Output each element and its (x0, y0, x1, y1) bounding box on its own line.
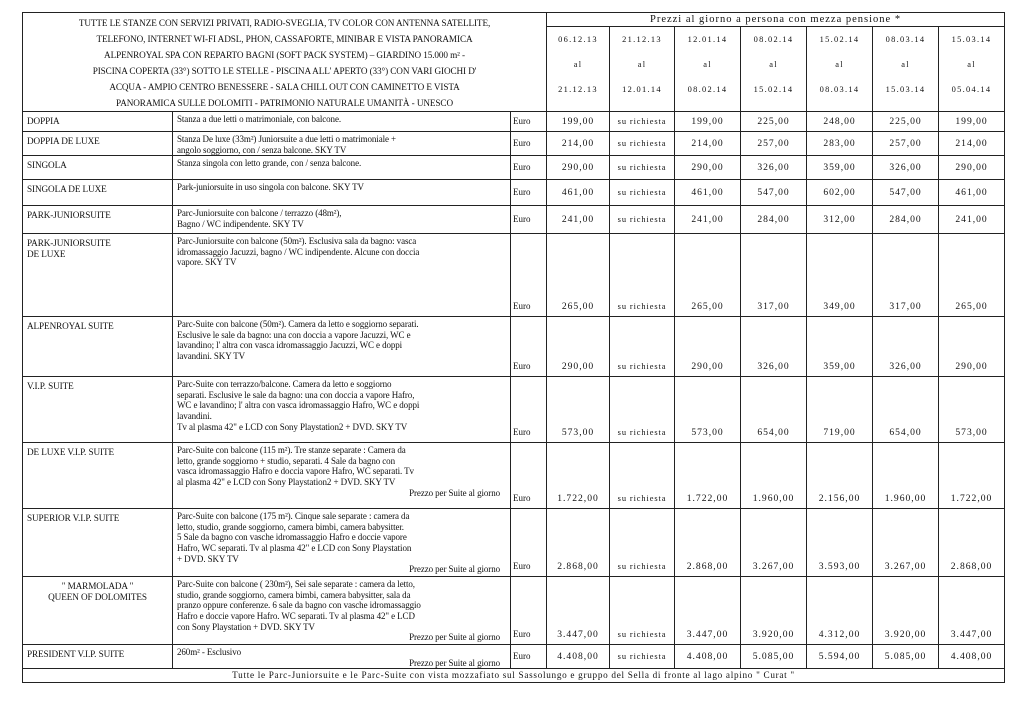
description-line: Esclusive le sale da bagno: una con doccia a vapore Jacuzzi, WC e (177, 329, 411, 340)
period-7 (939, 27, 1005, 112)
description-line: + DVD. SKY TV (177, 553, 239, 564)
price-note: Prezzo per Suite al giorno (409, 632, 500, 643)
description-line: lavandini. SKY TV (177, 350, 246, 361)
price-cell: 241,00 (939, 206, 1005, 234)
room-name (23, 112, 173, 132)
period-from: 15.03.14 (951, 35, 992, 44)
price-cell: 3.920,00 (873, 577, 939, 645)
footer-row (23, 669, 1005, 683)
room-row (23, 317, 1005, 377)
description-line: letto, studio, grande soggiorno, camera bimbi, camera babysitter. (177, 521, 404, 532)
description-line: 5 Sale da bagno con vasche idromassaggio Hafro e doccie vapore (177, 532, 407, 543)
description-line: idromassaggio Jacuzzi, bagno / WC indipendente. Alcune con doccia (177, 246, 420, 257)
description-line: lavandini. (177, 410, 212, 421)
header-line: PISCINA COPERTA (33°) SOTTO LE STELLE - PISCINA ALL' APERTO (33°) CON VARI GIOCHI D' (92, 66, 477, 76)
price-cell: 3.447,00 (675, 577, 741, 645)
room-description (173, 132, 511, 156)
description-line: Park-juniorsuite in uso singola con balcone. SKY TV (177, 182, 364, 193)
price-cell: 5.085,00 (741, 645, 807, 669)
header-line: ACQUA - AMPIO CENTRO BENESSERE - SALA CHILL OUT CON CAMINETTO E VISTA (109, 82, 460, 92)
price-cell: 241,00 (547, 206, 610, 234)
description-line: Hafro, WC separati. Tv al plasma 42" e LCD con Sony Playstation (177, 542, 412, 553)
period-to: 08.02.14 (687, 85, 728, 94)
price-cell: 1.960,00 (741, 443, 807, 509)
period-to: 15.02.14 (753, 85, 794, 94)
price-cell: 290,00 (547, 317, 610, 377)
room-name (23, 206, 173, 234)
price-note: Prezzo per Suite al giorno (409, 657, 500, 668)
price-cell: 326,00 (741, 156, 807, 180)
price-cell: 461,00 (939, 180, 1005, 206)
room-name (23, 317, 173, 377)
room-row (23, 180, 1005, 206)
price-note: Prezzo per Suite al giorno (409, 487, 500, 498)
price-on-request: su richiesta (610, 156, 675, 180)
room-description (173, 509, 511, 577)
room-description (173, 206, 511, 234)
price-cell: 214,00 (675, 132, 741, 156)
price-cell: 3.447,00 (547, 577, 610, 645)
period-to: 12.01.14 (622, 85, 662, 94)
price-cell: 1.722,00 (939, 443, 1005, 509)
period-from: 08.03.14 (885, 35, 926, 44)
room-name-line: SINGOLA DE LUXE (27, 184, 107, 195)
period-from: 21.12.13 (622, 35, 662, 44)
price-cell: 3.267,00 (741, 509, 807, 577)
room-name-line: QUEEN OF DOLOMITES (48, 592, 147, 603)
price-title: Prezzi al giorno a persona con mezza pensione * (547, 13, 1005, 27)
room-name-line: DE LUXE V.I.P. SUITE (27, 447, 114, 458)
price-cell: 283,00 (807, 132, 873, 156)
price-cell: 326,00 (873, 156, 939, 180)
period-sep: al (901, 60, 910, 69)
description-line: studio, grande soggiorno, camera bimbi, camera babysitter, sala da (177, 589, 411, 600)
header-row (23, 13, 1005, 27)
price-cell: 5.085,00 (873, 645, 939, 669)
price-cell: 2.156,00 (807, 443, 873, 509)
room-description (173, 156, 511, 180)
room-row (23, 509, 1005, 577)
period-1 (547, 27, 610, 112)
description-line: Tv al plasma 42" e LCD con Sony Playstation2 + DVD. SKY TV (177, 421, 408, 432)
room-name-line: SUPERIOR V.I.P. SUITE (27, 513, 120, 524)
description-line: Parc-Juniorsuite con balcone (50m²). Esclusiva sala da bagno: vasca (177, 236, 417, 247)
room-row (23, 156, 1005, 180)
description-line: pranzo oppure conferenze. 6 sale da bagno con vasche idromassaggio (177, 600, 421, 611)
price-cell: 317,00 (873, 234, 939, 317)
price-cell: 241,00 (675, 206, 741, 234)
room-row (23, 377, 1005, 443)
period-from: 15.02.14 (819, 35, 860, 44)
period-4 (741, 27, 807, 112)
price-cell: 199,00 (939, 112, 1005, 132)
currency-label: Euro (511, 234, 547, 317)
description-line: Parc-Suite con balcone (115 m²). Tre stanze separate : Camera da (177, 445, 406, 456)
price-cell: 265,00 (939, 234, 1005, 317)
currency-label: Euro (511, 577, 547, 645)
price-cell: 257,00 (741, 132, 807, 156)
room-description (173, 234, 511, 317)
price-cell: 4.408,00 (939, 645, 1005, 669)
price-on-request: su richiesta (610, 317, 675, 377)
room-name-line: DOPPIA (27, 116, 60, 126)
description-line: Parc-Juniorsuite con balcone / terrazzo (48m²), (177, 208, 342, 219)
price-cell: 5.594,00 (807, 645, 873, 669)
price-on-request: su richiesta (610, 377, 675, 443)
room-name-line: V.I.P. SUITE (27, 381, 74, 392)
period-2 (610, 27, 675, 112)
footer-note: Tutte le Parc-Juniorsuite e le Parc-Suite con vista mozzafiato sul Sassolungo e gruppo del Sella di fronte al lago alpino " Curat " (23, 669, 1005, 683)
price-on-request: su richiesta (610, 132, 675, 156)
room-description (173, 645, 511, 669)
price-cell: 290,00 (675, 317, 741, 377)
room-name (23, 645, 173, 669)
period-sep: al (769, 60, 778, 69)
price-cell: 654,00 (741, 377, 807, 443)
price-on-request: su richiesta (610, 112, 675, 132)
room-row (23, 234, 1005, 317)
room-description (173, 317, 511, 377)
header-amenities (23, 13, 547, 112)
price-cell: 3.593,00 (807, 509, 873, 577)
room-description (173, 112, 511, 132)
description-line: con Sony Playstation + DVD. SKY TV (177, 621, 315, 632)
description-line: Hafro e doccie vapore Hafro. WC separati. Tv al plasma 42" e LCD (177, 610, 415, 621)
description-line: separati. Esclusive le sale da bagno: una con doccia a vapore Hafro, (177, 389, 415, 400)
room-row (23, 206, 1005, 234)
price-cell: 2.868,00 (939, 509, 1005, 577)
price-cell: 359,00 (807, 156, 873, 180)
price-cell: 2.868,00 (675, 509, 741, 577)
room-name (23, 509, 173, 577)
price-cell: 214,00 (939, 132, 1005, 156)
room-name (23, 180, 173, 206)
price-cell: 4.408,00 (547, 645, 610, 669)
period-5 (807, 27, 873, 112)
price-on-request: su richiesta (610, 645, 675, 669)
price-cell: 719,00 (807, 377, 873, 443)
price-cell: 4.408,00 (675, 645, 741, 669)
currency-label: Euro (511, 645, 547, 669)
price-cell: 3.447,00 (939, 577, 1005, 645)
price-cell: 312,00 (807, 206, 873, 234)
price-list-sheet (22, 12, 1004, 710)
period-to: 05.04.14 (951, 85, 992, 94)
description-line: vasca idromassaggio Hafro e doccia vapore Hafro, WC separati. Tv (177, 466, 414, 477)
room-name (23, 443, 173, 509)
price-cell: 290,00 (547, 156, 610, 180)
description-line: Stanza De luxe (33m²) Juniorsuite a due letti o matrimoniale + (177, 134, 397, 144)
price-cell: 1.722,00 (675, 443, 741, 509)
period-sep: al (835, 60, 844, 69)
price-cell: 1.722,00 (547, 443, 610, 509)
price-cell: 3.920,00 (741, 577, 807, 645)
currency-label: Euro (511, 180, 547, 206)
description-line: Stanza singola con letto grande, con / senza balcone. (177, 158, 362, 169)
description-line: WC e lavandino; l' altra con vasca idromassaggio Hafro, WC e doppi (177, 400, 420, 411)
price-on-request: su richiesta (610, 206, 675, 234)
price-cell: 265,00 (547, 234, 610, 317)
price-cell: 326,00 (741, 317, 807, 377)
room-row (23, 112, 1005, 132)
price-cell: 290,00 (939, 317, 1005, 377)
description-line: Parc-Suite con balcone (50m²). Camera da letto e soggiorno separati. (177, 319, 419, 330)
price-cell: 573,00 (675, 377, 741, 443)
description-line: al plasma 42" e LCD con Sony Playstation2 + DVD. SKY TV (177, 476, 396, 487)
period-to: 08.03.14 (819, 85, 860, 94)
period-6 (873, 27, 939, 112)
price-cell: 225,00 (741, 112, 807, 132)
price-cell: 284,00 (873, 206, 939, 234)
room-name (23, 234, 173, 317)
room-name (23, 577, 173, 645)
price-cell: 257,00 (873, 132, 939, 156)
header-line: TUTTE LE STANZE CON SERVIZI PRIVATI, RADIO-SVEGLIA, TV COLOR CON ANTENNA SATELLITE, (78, 18, 491, 28)
price-cell: 199,00 (675, 112, 741, 132)
room-name-line: DE LUXE (27, 249, 66, 260)
price-cell: 225,00 (873, 112, 939, 132)
price-cell: 2.868,00 (547, 509, 610, 577)
currency-label: Euro (511, 317, 547, 377)
room-description (173, 180, 511, 206)
currency-label: Euro (511, 443, 547, 509)
room-row (23, 132, 1005, 156)
price-cell: 284,00 (741, 206, 807, 234)
price-cell: 461,00 (547, 180, 610, 206)
price-cell: 290,00 (675, 156, 741, 180)
room-row (23, 645, 1005, 669)
description-line: Parc-Suite con balcone ( 230m²), Sei sale separate : camera da letto, (177, 579, 415, 590)
price-cell: 1.960,00 (873, 443, 939, 509)
header-line: TELEFONO, INTERNET WI-FI ADSL, PHON, CASSAFORTE, MINIBAR E VISTA PANORAMICA (96, 34, 473, 44)
price-note: Prezzo per Suite al giorno (409, 564, 500, 575)
room-name-line: SINGOLA (27, 160, 67, 171)
room-name (23, 156, 173, 180)
currency-label: Euro (511, 112, 547, 132)
room-name-line: PARK-JUNIORSUITE (27, 210, 111, 221)
currency-label: Euro (511, 509, 547, 577)
description-line: Stanza a due letti o matrimoniale, con balcone. (177, 114, 341, 124)
description-line: Parc-Suite con terrazzo/balcone. Camera da letto e soggiorno (177, 379, 392, 390)
description-line: 260m² - Esclusivo (177, 647, 241, 658)
room-row (23, 577, 1005, 645)
description-line: Bagno / WC indipendente. SKY TV (177, 218, 304, 229)
price-table (22, 12, 1005, 683)
price-on-request: su richiesta (610, 234, 675, 317)
description-line: Parc-Suite con balcone (175 m²). Cinque sale separate : camera da (177, 511, 410, 522)
price-on-request: su richiesta (610, 577, 675, 645)
period-to: 15.03.14 (885, 85, 926, 94)
room-name-line: PRESIDENT V.I.P. SUITE (27, 649, 125, 660)
price-cell: 547,00 (741, 180, 807, 206)
description-line: angolo soggiorno, con / senza balcone. SKY TV (177, 144, 347, 155)
price-cell: 4.312,00 (807, 577, 873, 645)
price-cell: 461,00 (675, 180, 741, 206)
price-cell: 326,00 (873, 317, 939, 377)
period-sep: al (637, 60, 647, 69)
currency-label: Euro (511, 156, 547, 180)
price-cell: 265,00 (675, 234, 741, 317)
price-cell: 573,00 (547, 377, 610, 443)
price-cell: 317,00 (741, 234, 807, 317)
room-name-line: " MARMOLADA " (61, 581, 134, 592)
currency-label: Euro (511, 132, 547, 156)
price-on-request: su richiesta (610, 509, 675, 577)
room-description (173, 443, 511, 509)
room-description (173, 577, 511, 645)
room-row (23, 443, 1005, 509)
header-line: ALPENROYAL SPA CON REPARTO BAGNI (SOFT PACK SYSTEM) – GIARDINO 15.000 m² - (104, 50, 465, 60)
header-line: PANORAMICA SULLE DOLOMITI - PATRIMONIO NATURALE UMANITÀ - UNESCO (116, 98, 453, 108)
price-cell: 573,00 (939, 377, 1005, 443)
price-cell: 349,00 (807, 234, 873, 317)
price-cell: 359,00 (807, 317, 873, 377)
price-cell: 214,00 (547, 132, 610, 156)
price-cell: 654,00 (873, 377, 939, 443)
period-sep: al (703, 60, 712, 69)
period-to: 21.12.13 (558, 85, 598, 94)
price-cell: 248,00 (807, 112, 873, 132)
price-cell: 602,00 (807, 180, 873, 206)
period-from: 08.02.14 (753, 35, 794, 44)
room-name-line: PARK-JUNIORSUITE (27, 238, 111, 249)
period-from: 12.01.14 (687, 35, 728, 44)
room-description (173, 377, 511, 443)
price-on-request: su richiesta (610, 443, 675, 509)
price-cell: 290,00 (939, 156, 1005, 180)
period-from: 06.12.13 (558, 35, 598, 44)
price-cell: 3.267,00 (873, 509, 939, 577)
room-name (23, 132, 173, 156)
currency-label: Euro (511, 377, 547, 443)
period-sep: al (967, 60, 976, 69)
price-cell: 547,00 (873, 180, 939, 206)
price-cell: 199,00 (547, 112, 610, 132)
price-on-request: su richiesta (610, 180, 675, 206)
description-line: letto, grande soggiorno + studio, separati. 4 Sale da bagno con (177, 455, 395, 466)
description-line: lavandino; l' altra con vasca idromassaggio Jacuzzi, WC e doppi (177, 340, 403, 351)
currency-label: Euro (511, 206, 547, 234)
room-name (23, 377, 173, 443)
period-sep: al (573, 60, 583, 69)
room-name-line: ALPENROYAL SUITE (27, 321, 114, 332)
room-name-line: DOPPIA DE LUXE (27, 136, 100, 146)
period-3 (675, 27, 741, 112)
description-line: vapore. SKY TV (177, 257, 237, 268)
